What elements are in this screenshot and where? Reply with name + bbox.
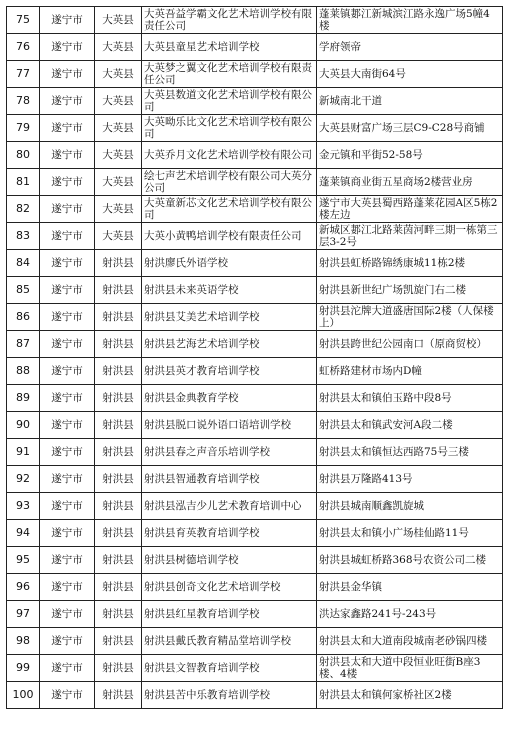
county-cell: 射洪县 xyxy=(95,385,142,412)
county-cell: 射洪县 xyxy=(95,439,142,466)
row-number-cell: 99 xyxy=(7,655,40,682)
table-body xyxy=(7,7,503,709)
row-number-cell: 93 xyxy=(7,493,40,520)
row-number-cell: 86 xyxy=(7,304,40,331)
school-name-cell: 大英乔月文化艺术培训学校有限公司 xyxy=(142,142,317,169)
county-cell: 大英县 xyxy=(95,169,142,196)
address-cell: 射洪县虹桥路锦绣康城11栋2楼 xyxy=(317,250,503,277)
city-cell: 遂宁市 xyxy=(40,655,95,682)
row-number-cell: 82 xyxy=(7,196,40,223)
address-cell: 射洪县太和镇小广场桂仙路11号 xyxy=(317,520,503,547)
school-name-cell: 射洪县脱口说外语口语培训学校 xyxy=(142,412,317,439)
row-number-cell: 88 xyxy=(7,358,40,385)
school-name-cell: 射洪县智通教育培训学校 xyxy=(142,466,317,493)
city-cell: 遂宁市 xyxy=(40,493,95,520)
school-name-cell: 射洪县英才教育培训学校 xyxy=(142,358,317,385)
row-number-cell: 81 xyxy=(7,169,40,196)
table-row xyxy=(7,61,503,88)
table-row xyxy=(7,493,503,520)
county-cell: 射洪县 xyxy=(95,466,142,493)
school-name-cell: 射洪县育英教育培训学校 xyxy=(142,520,317,547)
county-cell: 大英县 xyxy=(95,61,142,88)
city-cell: 遂宁市 xyxy=(40,196,95,223)
county-cell: 射洪县 xyxy=(95,493,142,520)
city-cell: 遂宁市 xyxy=(40,682,95,709)
city-cell: 遂宁市 xyxy=(40,628,95,655)
city-cell: 遂宁市 xyxy=(40,439,95,466)
county-cell: 射洪县 xyxy=(95,682,142,709)
county-cell: 大英县 xyxy=(95,196,142,223)
address-cell: 射洪县跨世纪公园南口（原商贸校） xyxy=(317,331,503,358)
county-cell: 射洪县 xyxy=(95,304,142,331)
row-number-cell: 84 xyxy=(7,250,40,277)
school-name-cell: 射洪县春之声音乐培训学校 xyxy=(142,439,317,466)
address-cell: 射洪县城虹桥路368号农资公司二楼 xyxy=(317,547,503,574)
school-name-cell: 射洪县戴氏教育精品堂培训学校 xyxy=(142,628,317,655)
school-name-cell: 射洪县苦中乐教育培训学校 xyxy=(142,682,317,709)
county-cell: 射洪县 xyxy=(95,601,142,628)
row-number-cell: 75 xyxy=(7,7,40,34)
county-cell: 射洪县 xyxy=(95,331,142,358)
row-number-cell: 95 xyxy=(7,547,40,574)
table-row xyxy=(7,223,503,250)
city-cell: 遂宁市 xyxy=(40,7,95,34)
city-cell: 遂宁市 xyxy=(40,331,95,358)
school-name-cell: 射洪县艾美艺术培训学校 xyxy=(142,304,317,331)
table-row xyxy=(7,169,503,196)
table-row xyxy=(7,466,503,493)
row-number-cell: 98 xyxy=(7,628,40,655)
school-name-cell: 大英县数道文化艺术培训学校有限公司 xyxy=(142,88,317,115)
school-name-cell: 射洪县未来英语学校 xyxy=(142,277,317,304)
school-name-cell: 大英呦乐比文化艺术培训学校有限公司 xyxy=(142,115,317,142)
row-number-cell: 89 xyxy=(7,385,40,412)
table-row xyxy=(7,142,503,169)
school-name-cell: 大英童新芯文化艺术培训学校有限公司 xyxy=(142,196,317,223)
school-name-cell: 射洪县树德培训学校 xyxy=(142,547,317,574)
address-cell: 新城南北干道 xyxy=(317,88,503,115)
city-cell: 遂宁市 xyxy=(40,250,95,277)
table-row xyxy=(7,439,503,466)
county-cell: 射洪县 xyxy=(95,250,142,277)
row-number-cell: 79 xyxy=(7,115,40,142)
school-name-cell: 射洪县金典教育学校 xyxy=(142,385,317,412)
address-cell: 金元镇和平街52-58号 xyxy=(317,142,503,169)
city-cell: 遂宁市 xyxy=(40,385,95,412)
table-row xyxy=(7,250,503,277)
row-number-cell: 91 xyxy=(7,439,40,466)
table-row xyxy=(7,277,503,304)
row-number-cell: 90 xyxy=(7,412,40,439)
row-number-cell: 77 xyxy=(7,61,40,88)
row-number-cell: 92 xyxy=(7,466,40,493)
address-cell: 洪达家鑫路241号-243号 xyxy=(317,601,503,628)
row-number-cell: 85 xyxy=(7,277,40,304)
city-cell: 遂宁市 xyxy=(40,142,95,169)
school-name-cell: 大英梦之翼文化艺术培训学校有限责任公司 xyxy=(142,61,317,88)
table-row xyxy=(7,88,503,115)
table-row xyxy=(7,628,503,655)
table-row xyxy=(7,385,503,412)
table-row xyxy=(7,601,503,628)
address-cell: 射洪县沱牌大道盛唐国际2楼（人保楼上） xyxy=(317,304,503,331)
table-row xyxy=(7,520,503,547)
school-name-cell: 射洪县创奇文化艺术培训学校 xyxy=(142,574,317,601)
row-number-cell: 96 xyxy=(7,574,40,601)
school-registry-table xyxy=(6,6,503,709)
table-row xyxy=(7,34,503,61)
school-name-cell: 绘七声艺术培训学校有限公司大英分公司 xyxy=(142,169,317,196)
table-row xyxy=(7,358,503,385)
address-cell: 射洪县城南顺鑫凯旋城 xyxy=(317,493,503,520)
county-cell: 大英县 xyxy=(95,223,142,250)
address-cell: 射洪县太和镇何家桥社区2楼 xyxy=(317,682,503,709)
county-cell: 大英县 xyxy=(95,7,142,34)
county-cell: 大英县 xyxy=(95,88,142,115)
city-cell: 遂宁市 xyxy=(40,520,95,547)
table-row xyxy=(7,412,503,439)
table-row xyxy=(7,682,503,709)
county-cell: 射洪县 xyxy=(95,520,142,547)
county-cell: 射洪县 xyxy=(95,574,142,601)
row-number-cell: 78 xyxy=(7,88,40,115)
row-number-cell: 94 xyxy=(7,520,40,547)
row-number-cell: 80 xyxy=(7,142,40,169)
city-cell: 遂宁市 xyxy=(40,34,95,61)
city-cell: 遂宁市 xyxy=(40,223,95,250)
county-cell: 射洪县 xyxy=(95,628,142,655)
county-cell: 射洪县 xyxy=(95,547,142,574)
row-number-cell: 97 xyxy=(7,601,40,628)
table-row xyxy=(7,196,503,223)
city-cell: 遂宁市 xyxy=(40,304,95,331)
county-cell: 大英县 xyxy=(95,115,142,142)
school-name-cell: 射洪县艺海艺术培训学校 xyxy=(142,331,317,358)
city-cell: 遂宁市 xyxy=(40,115,95,142)
city-cell: 遂宁市 xyxy=(40,358,95,385)
city-cell: 遂宁市 xyxy=(40,574,95,601)
address-cell: 大英县财富广场三层C9-C28号商铺 xyxy=(317,115,503,142)
city-cell: 遂宁市 xyxy=(40,601,95,628)
county-cell: 射洪县 xyxy=(95,277,142,304)
address-cell: 大英县大南街64号 xyxy=(317,61,503,88)
city-cell: 遂宁市 xyxy=(40,88,95,115)
school-name-cell: 射洪县泓吉少儿艺术教育培训中心 xyxy=(142,493,317,520)
city-cell: 遂宁市 xyxy=(40,61,95,88)
county-cell: 大英县 xyxy=(95,142,142,169)
table-row xyxy=(7,574,503,601)
table-row xyxy=(7,655,503,682)
address-cell: 射洪县太和大道南段城南老砂锅四楼 xyxy=(317,628,503,655)
school-name-cell: 大英县童星艺术培训学校 xyxy=(142,34,317,61)
county-cell: 射洪县 xyxy=(95,655,142,682)
address-cell: 射洪县太和镇伯玉路中段8号 xyxy=(317,385,503,412)
address-cell: 射洪县金华镇 xyxy=(317,574,503,601)
row-number-cell: 100 xyxy=(7,682,40,709)
table-row xyxy=(7,7,503,34)
county-cell: 射洪县 xyxy=(95,412,142,439)
address-cell: 射洪县太和大道中段恒业旺街B座3楼、4楼 xyxy=(317,655,503,682)
table-row xyxy=(7,115,503,142)
address-cell: 虹桥路建材市场内D幢 xyxy=(317,358,503,385)
county-cell: 大英县 xyxy=(95,34,142,61)
address-cell: 射洪县新世纪广场凯旋门右二楼 xyxy=(317,277,503,304)
table-row xyxy=(7,331,503,358)
city-cell: 遂宁市 xyxy=(40,169,95,196)
county-cell: 射洪县 xyxy=(95,358,142,385)
table-row xyxy=(7,304,503,331)
address-cell: 新城区郪江北路莱茵河畔三期一栋第三层3-2号 xyxy=(317,223,503,250)
city-cell: 遂宁市 xyxy=(40,547,95,574)
school-name-cell: 射洪县文智教育培训学校 xyxy=(142,655,317,682)
address-cell: 蓬莱镇商业街五星商场2楼营业房 xyxy=(317,169,503,196)
address-cell: 蓬莱镇郪江新城滨江路永逸广场5幢4楼 xyxy=(317,7,503,34)
city-cell: 遂宁市 xyxy=(40,412,95,439)
row-number-cell: 76 xyxy=(7,34,40,61)
address-cell: 学府领帝 xyxy=(317,34,503,61)
school-name-cell: 大英小黄鸭培训学校有限责任公司 xyxy=(142,223,317,250)
address-cell: 射洪县太和镇恒达西路75号三楼 xyxy=(317,439,503,466)
address-cell: 射洪县万隆路413号 xyxy=(317,466,503,493)
school-name-cell: 大英吾益学霸文化艺术培训学校有限责任公司 xyxy=(142,7,317,34)
school-name-cell: 射洪县红星教育培训学校 xyxy=(142,601,317,628)
city-cell: 遂宁市 xyxy=(40,277,95,304)
address-cell: 遂宁市大英县蜀西路蓬莱花园A区5栋2楼左边 xyxy=(317,196,503,223)
city-cell: 遂宁市 xyxy=(40,466,95,493)
table-row xyxy=(7,547,503,574)
row-number-cell: 87 xyxy=(7,331,40,358)
row-number-cell: 83 xyxy=(7,223,40,250)
school-name-cell: 射洪廖氏外语学校 xyxy=(142,250,317,277)
address-cell: 射洪县太和镇武安河A段二楼 xyxy=(317,412,503,439)
